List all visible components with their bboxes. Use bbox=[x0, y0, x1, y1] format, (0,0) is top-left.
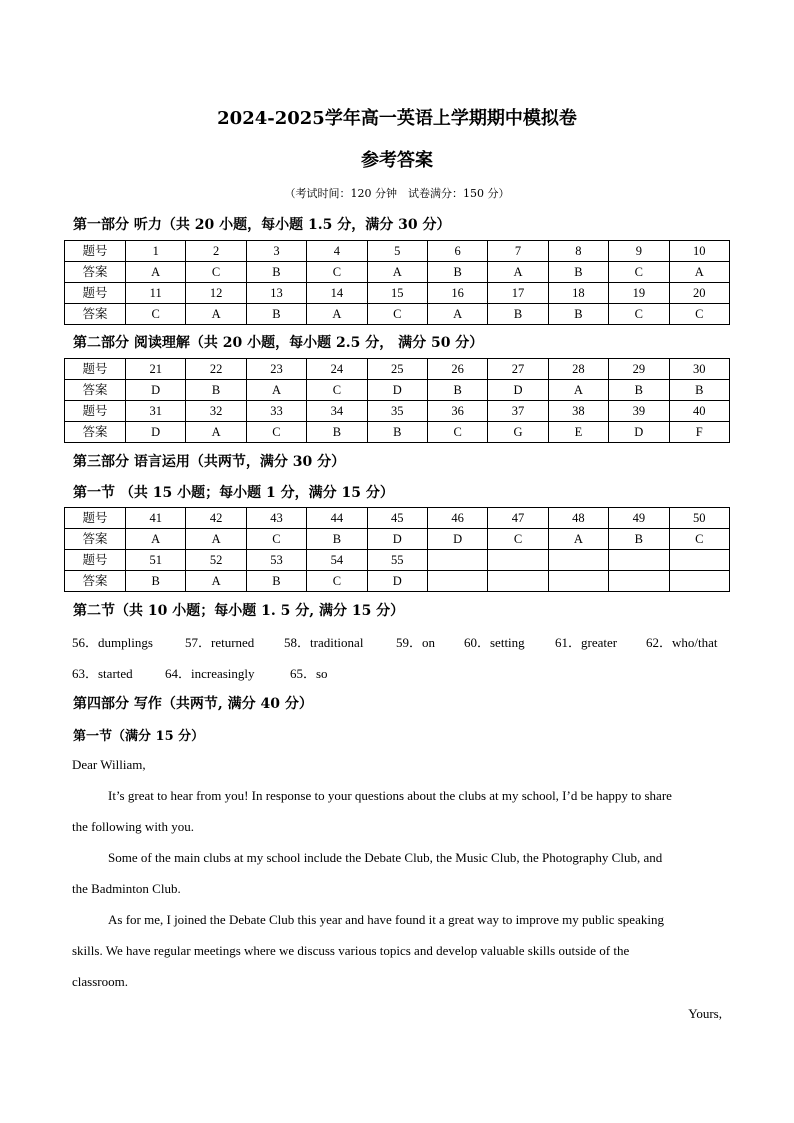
part3-section1-heading: 第一节 （共 15 小题；每小题 1 分，满分 15 分） bbox=[73, 485, 394, 501]
fill-answer: 61．greater bbox=[555, 635, 618, 650]
answer-cell: B bbox=[367, 422, 427, 443]
answer-cell: C bbox=[246, 529, 306, 550]
part3-answer-table bbox=[64, 507, 730, 592]
answer-cell bbox=[548, 571, 608, 592]
answer-cell: B bbox=[427, 262, 487, 283]
exam-info: （考试时间：120 分钟 试卷满分：150 分） bbox=[284, 187, 510, 200]
answer-cell: C bbox=[307, 380, 367, 401]
answer-cell: 43 bbox=[246, 508, 306, 529]
table-row bbox=[65, 422, 730, 443]
table-row bbox=[65, 380, 730, 401]
letter-closing: Yours, bbox=[688, 1006, 722, 1021]
answer-cell: 3 bbox=[246, 241, 306, 262]
answer-cell bbox=[427, 571, 487, 592]
answer-cell bbox=[609, 571, 669, 592]
table-row bbox=[65, 571, 730, 592]
letter-salutation: Dear William, bbox=[72, 757, 146, 772]
answer-cell: 38 bbox=[548, 401, 608, 422]
answer-cell bbox=[609, 550, 669, 571]
answer-cell: C bbox=[669, 304, 729, 325]
table-row bbox=[65, 283, 730, 304]
answer-cell: C bbox=[186, 262, 246, 283]
letter-line: skills. We have regular meetings where we discuss various topics and develop valuable skills outside of the bbox=[72, 943, 630, 958]
answer-cell: 16 bbox=[427, 283, 487, 304]
answer-cell: 45 bbox=[367, 508, 427, 529]
answer-cell: 33 bbox=[246, 401, 306, 422]
row-header-cell: 答案 bbox=[65, 380, 126, 401]
answer-cell: 41 bbox=[126, 508, 186, 529]
answer-cell: B bbox=[246, 571, 306, 592]
answer-cell: 44 bbox=[307, 508, 367, 529]
answer-cell bbox=[427, 550, 487, 571]
answer-cell: 7 bbox=[488, 241, 548, 262]
row-header-cell: 题号 bbox=[65, 359, 126, 380]
fill-answer: 57．returned bbox=[185, 635, 255, 650]
answer-cell: 19 bbox=[609, 283, 669, 304]
fill-answer: 58．traditional bbox=[284, 635, 364, 650]
answer-cell: A bbox=[126, 262, 186, 283]
answer-cell: B bbox=[246, 262, 306, 283]
answer-cell: A bbox=[669, 262, 729, 283]
table-row bbox=[65, 550, 730, 571]
answer-cell: 15 bbox=[367, 283, 427, 304]
answer-cell: B bbox=[488, 304, 548, 325]
fill-answer: 60．setting bbox=[464, 635, 525, 650]
part4-section1-heading: 第一节（满分 15 分） bbox=[73, 729, 205, 744]
answer-cell: C bbox=[427, 422, 487, 443]
row-header-cell: 答案 bbox=[65, 571, 126, 592]
answer-cell: D bbox=[126, 422, 186, 443]
answer-cell: C bbox=[609, 304, 669, 325]
row-header-cell: 答案 bbox=[65, 422, 126, 443]
answer-cell: 11 bbox=[126, 283, 186, 304]
answer-cell: 37 bbox=[488, 401, 548, 422]
part2-answer-table bbox=[64, 358, 730, 443]
answer-cell: 36 bbox=[427, 401, 487, 422]
answer-cell bbox=[488, 571, 548, 592]
answer-cell: B bbox=[126, 571, 186, 592]
answer-cell: A bbox=[186, 422, 246, 443]
table-row bbox=[65, 508, 730, 529]
table-row bbox=[65, 359, 730, 380]
answer-cell: 9 bbox=[609, 241, 669, 262]
answer-cell: A bbox=[126, 529, 186, 550]
answer-cell: B bbox=[427, 380, 487, 401]
answer-cell: B bbox=[548, 262, 608, 283]
answer-cell: 30 bbox=[669, 359, 729, 380]
answer-cell bbox=[669, 550, 729, 571]
part1-heading: 第一部分 听力（共 20 小题，每小题 1.5 分，满分 30 分） bbox=[73, 217, 451, 233]
answer-cell: 46 bbox=[427, 508, 487, 529]
answer-cell: 35 bbox=[367, 401, 427, 422]
answer-cell: B bbox=[307, 422, 367, 443]
table-row bbox=[65, 529, 730, 550]
answer-cell: 52 bbox=[186, 550, 246, 571]
fill-answer: 56．dumplings bbox=[72, 635, 153, 650]
letter-line: It’s great to hear from you! In response to your questions about the clubs at my school, I’d be happy to share bbox=[108, 788, 672, 803]
answer-cell: D bbox=[367, 529, 427, 550]
part1-answer-table bbox=[64, 240, 730, 325]
row-header-cell: 题号 bbox=[65, 283, 126, 304]
answer-cell: D bbox=[367, 380, 427, 401]
fill-answer: 65．so bbox=[290, 666, 328, 681]
row-header-cell: 答案 bbox=[65, 529, 126, 550]
answer-cell: A bbox=[427, 304, 487, 325]
document-title: 2024-2025学年高一英语上学期期中模拟卷 bbox=[217, 108, 577, 129]
answer-cell: 32 bbox=[186, 401, 246, 422]
answer-cell: 29 bbox=[609, 359, 669, 380]
answer-cell: 51 bbox=[126, 550, 186, 571]
answer-cell: 53 bbox=[246, 550, 306, 571]
answer-cell bbox=[548, 550, 608, 571]
answer-cell: D bbox=[427, 529, 487, 550]
answer-cell: D bbox=[126, 380, 186, 401]
answer-cell: A bbox=[186, 304, 246, 325]
answer-cell: B bbox=[669, 380, 729, 401]
document-subtitle: 参考答案 bbox=[361, 150, 433, 171]
answer-cell: C bbox=[367, 304, 427, 325]
answer-cell: A bbox=[488, 262, 548, 283]
answer-cell: 50 bbox=[669, 508, 729, 529]
answer-cell: C bbox=[126, 304, 186, 325]
answer-cell: E bbox=[548, 422, 608, 443]
part3-heading: 第三部分 语言运用（共两节，满分 30 分） bbox=[73, 454, 346, 470]
answer-cell: 5 bbox=[367, 241, 427, 262]
part3-section2-heading: 第二节（共 10 小题；每小题 1. 5 分, 满分 15 分） bbox=[73, 603, 405, 619]
answer-cell: 13 bbox=[246, 283, 306, 304]
answer-cell: A bbox=[548, 380, 608, 401]
answer-cell: 42 bbox=[186, 508, 246, 529]
answer-cell: C bbox=[488, 529, 548, 550]
fill-answer: 62．who/that bbox=[646, 635, 718, 650]
answer-cell: C bbox=[307, 262, 367, 283]
answer-cell: D bbox=[488, 380, 548, 401]
letter-line: As for me, I joined the Debate Club this year and have found it a great way to improve my public speaking bbox=[108, 912, 664, 927]
fill-answer: 64．increasingly bbox=[165, 666, 255, 681]
letter-line: classroom. bbox=[72, 974, 128, 989]
answer-cell: 20 bbox=[669, 283, 729, 304]
answer-cell bbox=[669, 571, 729, 592]
letter-line: the following with you. bbox=[72, 819, 195, 834]
answer-cell: A bbox=[246, 380, 306, 401]
answer-cell: 54 bbox=[307, 550, 367, 571]
answer-cell: 22 bbox=[186, 359, 246, 380]
answer-cell: 47 bbox=[488, 508, 548, 529]
row-header-cell: 题号 bbox=[65, 508, 126, 529]
answer-cell: 23 bbox=[246, 359, 306, 380]
answer-cell: 21 bbox=[126, 359, 186, 380]
answer-cell: 24 bbox=[307, 359, 367, 380]
table-row bbox=[65, 304, 730, 325]
row-header-cell: 题号 bbox=[65, 241, 126, 262]
answer-cell: 6 bbox=[427, 241, 487, 262]
answer-cell: C bbox=[246, 422, 306, 443]
answer-cell: B bbox=[186, 380, 246, 401]
answer-cell: 55 bbox=[367, 550, 427, 571]
answer-cell: B bbox=[246, 304, 306, 325]
row-header-cell: 答案 bbox=[65, 262, 126, 283]
answer-cell: D bbox=[609, 422, 669, 443]
letter-line: Some of the main clubs at my school include the Debate Club, the Music Club, the Photography Club, and bbox=[108, 850, 663, 865]
answer-cell: 1 bbox=[126, 241, 186, 262]
fill-answer: 59．on bbox=[396, 635, 436, 650]
fill-answer: 63．started bbox=[72, 666, 133, 681]
row-header-cell: 答案 bbox=[65, 304, 126, 325]
answer-cell: A bbox=[186, 571, 246, 592]
table-row bbox=[65, 241, 730, 262]
part4-heading: 第四部分 写作（共两节, 满分 40 分） bbox=[73, 696, 313, 712]
answer-cell: 26 bbox=[427, 359, 487, 380]
answer-cell: A bbox=[307, 304, 367, 325]
answer-cell: 39 bbox=[609, 401, 669, 422]
answer-cell: C bbox=[307, 571, 367, 592]
answer-cell: 12 bbox=[186, 283, 246, 304]
answer-cell: 10 bbox=[669, 241, 729, 262]
answer-cell: 18 bbox=[548, 283, 608, 304]
table-row bbox=[65, 401, 730, 422]
answer-cell: D bbox=[367, 571, 427, 592]
answer-cell: 49 bbox=[609, 508, 669, 529]
answer-cell: 17 bbox=[488, 283, 548, 304]
answer-cell: 4 bbox=[307, 241, 367, 262]
letter-line: the Badminton Club. bbox=[72, 881, 181, 896]
answer-cell: 34 bbox=[307, 401, 367, 422]
answer-cell: B bbox=[609, 529, 669, 550]
answer-cell: A bbox=[367, 262, 427, 283]
answer-cell: 31 bbox=[126, 401, 186, 422]
answer-cell: G bbox=[488, 422, 548, 443]
answer-cell bbox=[488, 550, 548, 571]
table-row bbox=[65, 262, 730, 283]
answer-cell: B bbox=[609, 380, 669, 401]
row-header-cell: 题号 bbox=[65, 550, 126, 571]
answer-cell: C bbox=[669, 529, 729, 550]
answer-cell: B bbox=[307, 529, 367, 550]
answer-cell: F bbox=[669, 422, 729, 443]
answer-cell: 40 bbox=[669, 401, 729, 422]
answer-cell: C bbox=[609, 262, 669, 283]
part2-heading: 第二部分 阅读理解（共 20 小题，每小题 2.5 分， 满分 50 分） bbox=[73, 335, 484, 351]
answer-cell: A bbox=[186, 529, 246, 550]
answer-cell: 25 bbox=[367, 359, 427, 380]
answer-cell: 27 bbox=[488, 359, 548, 380]
answer-cell: 8 bbox=[548, 241, 608, 262]
answer-cell: 28 bbox=[548, 359, 608, 380]
row-header-cell: 题号 bbox=[65, 401, 126, 422]
answer-cell: B bbox=[548, 304, 608, 325]
answer-cell: 14 bbox=[307, 283, 367, 304]
answer-cell: A bbox=[548, 529, 608, 550]
answer-cell: 48 bbox=[548, 508, 608, 529]
answer-cell: 2 bbox=[186, 241, 246, 262]
